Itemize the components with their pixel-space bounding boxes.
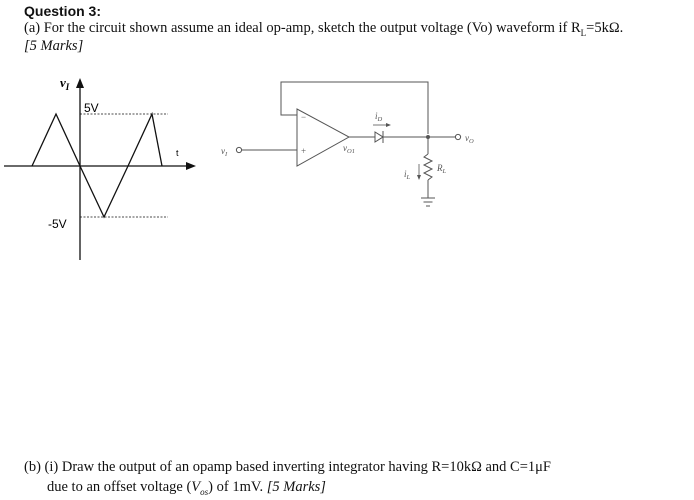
part-b-text-continued	[47, 479, 326, 497]
part-a-text	[24, 20, 623, 38]
waveform-y-axis-arrowhead	[76, 78, 84, 88]
opamp-circuit-diagram	[215, 70, 505, 230]
input-terminal	[236, 147, 241, 152]
diode-current-label: $i_D$	[375, 111, 383, 123]
part-a-text-main: (a) For the circuit shown assume an ideal op-amp, sketch the output voltage (Vo) waveform if R	[24, 20, 581, 36]
waveform-x-axis-arrowhead	[186, 162, 196, 170]
part-b-offset-value: ) of 1mV.	[208, 479, 267, 495]
diode-current-arrowhead	[386, 123, 391, 127]
diode-symbol	[375, 132, 383, 142]
part-a-rl-value: =5kΩ.	[586, 20, 624, 36]
load-resistor-symbol	[424, 154, 432, 180]
input-voltage-label: $v_I$	[221, 146, 228, 158]
part-b-marks: [5 Marks]	[266, 479, 326, 495]
ground-symbol	[421, 198, 435, 206]
waveform-peak-label: 5V	[84, 101, 99, 115]
waveform-trough-label: -5V	[48, 217, 67, 231]
load-resistor-label: $R_L$	[437, 163, 447, 175]
part-a-marks: [5 Marks]	[24, 38, 84, 54]
inverting-input-sign: −	[301, 112, 307, 122]
input-waveform-diagram	[0, 70, 200, 270]
opamp-output-label: $v_{O1}$	[343, 143, 355, 155]
output-voltage-label: $v_O$	[465, 133, 474, 145]
part-b-offset-variable: V	[191, 479, 201, 495]
part-a-rl-subscript: L	[580, 27, 587, 38]
waveform-y-axis-label: $v_I$	[60, 75, 70, 92]
part-b-text: (b) (i) Draw the output of an opamp based inverting integrator having R=10kΩ and C=1μF	[24, 459, 551, 475]
output-terminal	[455, 134, 460, 139]
part-b-offset-variable-subscript: os	[200, 486, 209, 497]
question-heading: Question 3:	[24, 3, 102, 19]
waveform-x-axis-label: t	[176, 148, 179, 158]
load-current-arrowhead	[417, 175, 421, 180]
load-current-label: $i_L$	[404, 169, 411, 181]
part-b-offset-prefix: due to an offset voltage (	[47, 479, 192, 495]
noninverting-input-sign: +	[301, 146, 307, 156]
